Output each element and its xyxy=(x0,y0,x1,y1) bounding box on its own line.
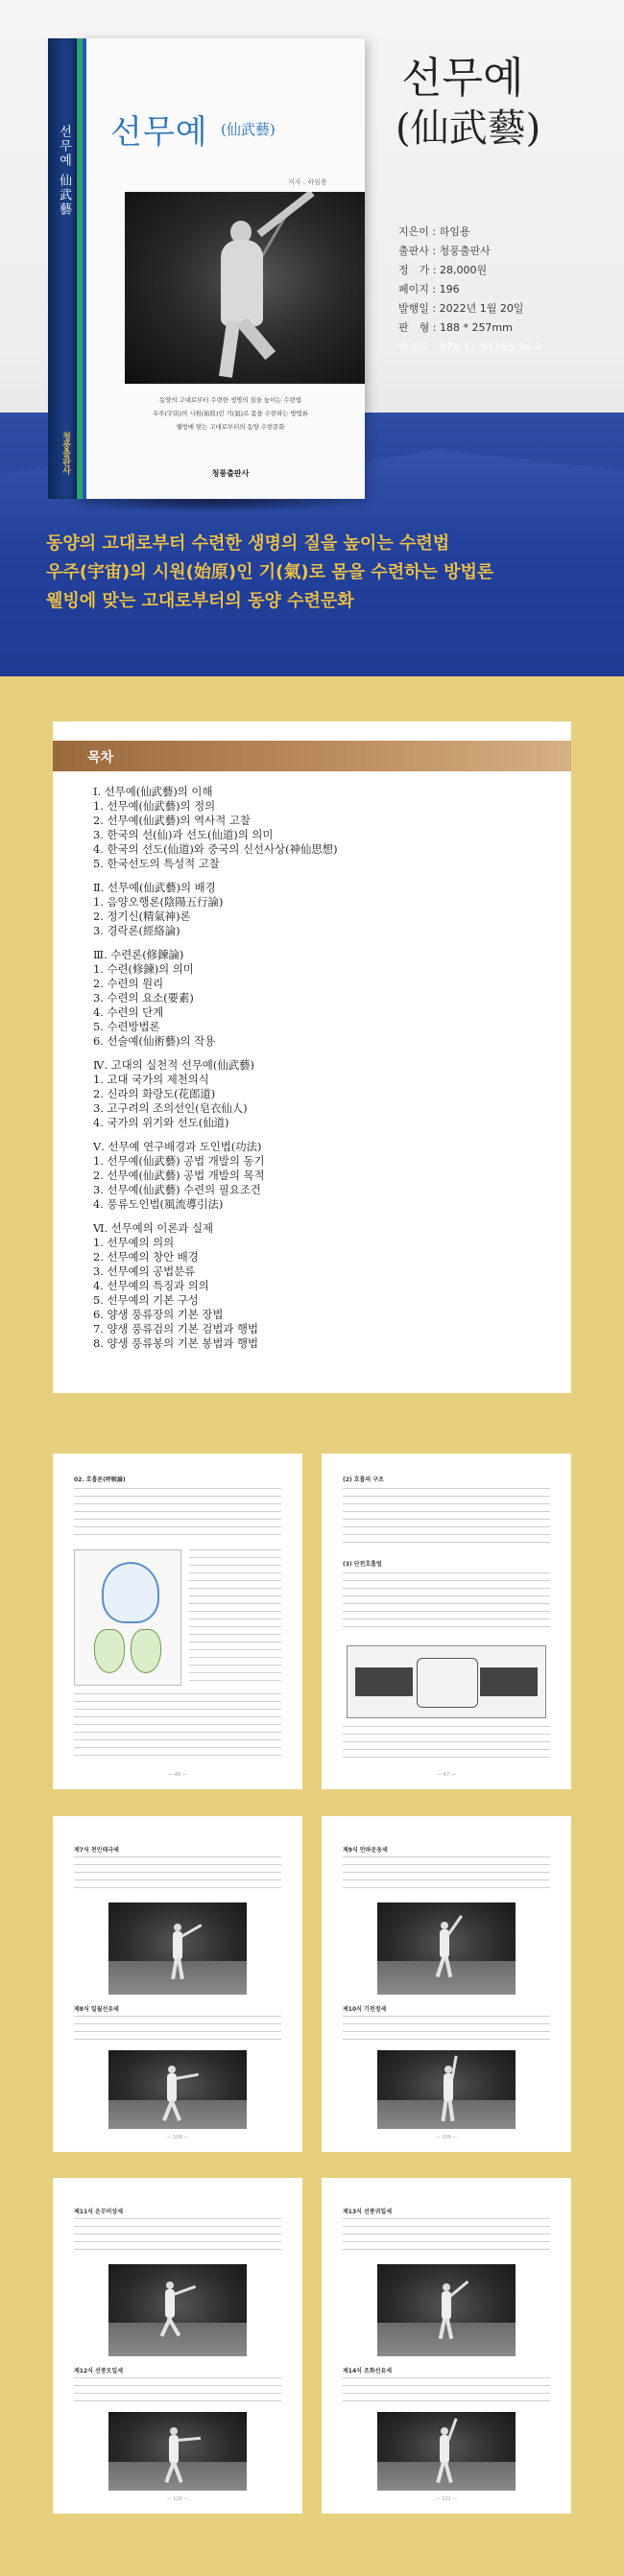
toc-card xyxy=(53,721,571,1393)
practice-photo xyxy=(108,2050,247,2129)
practice-photo xyxy=(108,2264,247,2356)
page-title: 제13식 선풍귀일세 xyxy=(343,2209,393,2215)
toc-item: 4. 풍류도인법(風流導引法) xyxy=(93,1197,224,1211)
practice-photo xyxy=(108,2412,247,2491)
sample-spread xyxy=(53,1453,571,1789)
toc-item: 3. 선무예의 공법분류 xyxy=(93,1264,196,1278)
figure-arm xyxy=(178,2437,201,2442)
toc-section-title: Ⅲ. 수련론(修鍊論) xyxy=(93,948,184,961)
book-cover-image xyxy=(48,38,365,499)
page-number: — 109 — xyxy=(435,2135,458,2140)
toc-section-title: Ⅳ. 고대의 실천적 선무예(仙武藝) xyxy=(93,1058,254,1072)
practice-photo xyxy=(377,2264,516,2356)
page-number: — 47 — xyxy=(437,1772,456,1778)
toc-section xyxy=(93,1221,535,1351)
toc-header-bar xyxy=(53,741,571,771)
toc-item: 2. 선무예의 창안 배경 xyxy=(93,1250,199,1264)
toc-item: 3. 선무예(仙武藝) 수련의 필요조건 xyxy=(93,1183,261,1196)
page-subtitle: 제8식 일월선유세 xyxy=(74,2006,119,2013)
figure-leg xyxy=(219,320,240,377)
page-text-block xyxy=(189,1549,281,1684)
info-publisher: 출판사 : 청풍출판사 xyxy=(398,245,491,257)
page-text-block xyxy=(74,2218,281,2257)
toc-section-title: Ⅰ. 선무예(仙武藝)의 이해 xyxy=(93,785,213,798)
toc-item: 1. 고대 국가의 제천의식 xyxy=(93,1073,209,1086)
page-subtitle: 제14식 조화선유세 xyxy=(343,2368,393,2375)
toc-item: 4. 한국의 선도(仙道)와 중국의 신선사상(神仙思想) xyxy=(93,842,338,856)
page-text-block xyxy=(343,2016,550,2046)
cover-description-line: 웰빙에 맞는 고대로부터의 동양 수련문화 xyxy=(176,423,285,431)
toc-item: 1. 선무예(仙武藝)의 정의 xyxy=(93,799,216,813)
figure-head xyxy=(170,2427,178,2435)
cover-title-hanja: (仙武藝) xyxy=(221,121,276,138)
figure-arm xyxy=(180,1924,202,1938)
toc-item: 1. 음양오행론(陰陽五行論) xyxy=(93,895,224,909)
cover-description xyxy=(106,393,355,434)
toc-item: 2. 정기신(精氣神)론 xyxy=(93,910,191,923)
cover-author: 저자 : 하임용 xyxy=(288,178,327,186)
figure-arm xyxy=(447,1915,463,1935)
tagline-list xyxy=(46,530,493,616)
toc-item: 5. 한국선도의 특성적 고찰 xyxy=(93,857,220,870)
toc-section xyxy=(93,1140,535,1212)
toc-section-title: Ⅱ. 선무예(仙武藝)의 배경 xyxy=(93,881,216,894)
page-title: 제11식 운무비상세 xyxy=(74,2209,124,2215)
toc-item: 5. 수련방법론 xyxy=(93,1020,160,1033)
page-text-block xyxy=(343,2377,550,2408)
book-title-hanja: (仙武藝) xyxy=(396,106,541,151)
figure-arm xyxy=(447,2418,458,2441)
page-number: — 121 — xyxy=(435,2496,458,2502)
toc-item: 5. 선무예의 기본 구성 xyxy=(93,1293,199,1307)
page-title: (2) 호흡의 구조 xyxy=(343,1477,384,1483)
cover-title: 선무예 xyxy=(110,113,208,152)
tagline-line: 우주(宇宙)의 시원(始原)인 기(氣)로 몸을 수련하는 방법론 xyxy=(46,562,494,582)
page-text-block xyxy=(343,1856,550,1895)
page-title: 제7식 천인태극세 xyxy=(74,1847,119,1854)
toc-item: 3. 고구려의 조의선인(皂衣仙人) xyxy=(93,1101,248,1115)
page-text-block xyxy=(343,2218,550,2257)
figure-body xyxy=(221,240,263,326)
tagline-line: 동양의 고대로부터 수련한 생명의 질을 높이는 수련법 xyxy=(46,533,450,554)
figure-head xyxy=(166,2281,174,2289)
sample-page-right xyxy=(322,2178,571,2514)
figure-head xyxy=(441,1922,448,1929)
toc-item: 3. 경락론(經絡論) xyxy=(93,924,180,937)
toc-section xyxy=(93,785,535,871)
toc-section-title: Ⅵ. 선무예의 이론과 실제 xyxy=(93,1221,213,1235)
spine-title: 선무예 仙武藝 xyxy=(57,125,71,218)
page-subtitle: 제12식 선풍모일세 xyxy=(74,2368,124,2375)
sample-page-right xyxy=(322,1453,571,1789)
toc-section xyxy=(93,881,535,938)
practice-photo xyxy=(377,2412,516,2491)
toc-item: 2. 선무예(仙武藝) 공법 개발의 목적 xyxy=(93,1169,265,1182)
toc-item: 4. 국가의 위기와 선도(仙道) xyxy=(93,1116,229,1129)
toc-item: 2. 신라의 화랑도(花郎道) xyxy=(93,1087,216,1100)
book-front-cover xyxy=(77,38,365,499)
sample-page-left xyxy=(53,1453,302,1789)
page-title: 제9식 만파운동세 xyxy=(343,1847,388,1854)
page-number: — 120 — xyxy=(166,2496,189,2502)
respiratory-diagram xyxy=(74,1549,181,1686)
breathing-schema xyxy=(347,1645,546,1718)
page-subtitle: (3) 단전호흡법 xyxy=(343,1561,382,1568)
page-subtitle: 제10식 기천정세 xyxy=(343,2006,387,2013)
toc-item: 6. 선술예(仙術藝)의 작용 xyxy=(93,1034,216,1048)
page-text-block xyxy=(74,1488,281,1542)
practice-photo xyxy=(377,2050,516,2129)
info-date: 발행일 : 2022년 1월 20일 xyxy=(398,302,524,315)
tagline-line: 웰빙에 맞는 고대로부터의 동양 수련문화 xyxy=(46,591,354,611)
cover-photo xyxy=(125,192,365,384)
info-author: 지은이 : 하임용 xyxy=(398,225,470,238)
toc-item: 6. 양생 풍류장의 기본 장법 xyxy=(93,1308,224,1321)
sample-page-left xyxy=(53,2178,302,2514)
info-pages: 페이지 : 196 xyxy=(398,283,460,295)
toc-item: 3. 수련의 요소(要素) xyxy=(93,991,194,1004)
toc-item: 1. 선무예의 의의 xyxy=(93,1236,175,1249)
toc-item: 7. 양생 풍류검의 기본 검법과 행법 xyxy=(93,1322,259,1335)
page-text-block xyxy=(343,1488,550,1549)
diagram-lung xyxy=(131,1629,161,1673)
schema-link xyxy=(417,1658,478,1708)
book-title: 선무예 xyxy=(401,54,524,103)
toc-item: 2. 선무예(仙武藝)의 역사적 고찰 xyxy=(93,814,251,827)
page-text-block xyxy=(343,1726,550,1764)
toc-item: 8. 양생 풍류봉의 기본 봉법과 행법 xyxy=(93,1336,259,1350)
page-text-block xyxy=(74,1693,281,1762)
page-text-block xyxy=(74,2377,281,2408)
figure-arm xyxy=(173,2285,196,2296)
sample-spread xyxy=(53,2178,571,2514)
practice-photo xyxy=(377,1902,516,1995)
figure-arm xyxy=(176,2073,199,2080)
book-hero xyxy=(0,0,624,676)
cover-description-line: 동양의 고대로부터 수련한 생명의 질을 높이는 수련법 xyxy=(158,396,301,404)
page-text-block xyxy=(74,1856,281,1895)
page-number: — 46 — xyxy=(168,1772,187,1778)
spine-publisher: 청풍출판사 xyxy=(60,432,70,475)
page-text-block xyxy=(74,2016,281,2046)
toc-item: 1. 선무예(仙武藝) 공법 개발의 동기 xyxy=(93,1154,265,1168)
sample-page-right xyxy=(322,1816,571,2152)
figure-arm xyxy=(257,192,315,237)
toc-body xyxy=(93,785,535,1360)
diagram-head xyxy=(102,1562,159,1623)
info-barcode: 바코드 : 979-11-91163-54-4 xyxy=(398,341,542,353)
page-number: — 108 — xyxy=(166,2135,189,2140)
toc-item: 2. 수련의 원리 xyxy=(93,977,164,990)
info-price: 정 가 : 28,000원 xyxy=(398,264,488,276)
toc-item: 3. 한국의 선(仙)과 선도(仙道)의 의미 xyxy=(93,828,274,841)
toc-section xyxy=(93,948,535,1049)
cover-publisher: 청풍출판사 xyxy=(211,469,250,478)
toc-item: 4. 수련의 단계 xyxy=(93,1005,164,1019)
figure-head xyxy=(443,2283,450,2291)
toc-section xyxy=(93,1058,535,1130)
toc-item: 1. 수련(修鍊)의 의미 xyxy=(93,962,194,976)
practice-photo xyxy=(108,1902,247,1995)
figure-head xyxy=(441,2427,448,2435)
cover-description-line: 우주(宇宙)의 시원(始原)인 기(氣)로 몸을 수련하는 방법론 xyxy=(152,410,308,417)
toc-item: 4. 선무예의 특징과 의의 xyxy=(93,1279,209,1292)
schema-box xyxy=(355,1667,413,1696)
figure-head xyxy=(174,1924,181,1931)
figure-arm xyxy=(451,2056,458,2079)
page-title: 02. 호흡론(呼吸論) xyxy=(74,1477,126,1483)
cover-stripe-blue xyxy=(83,38,86,499)
photo-floor xyxy=(108,2323,247,2356)
figure-arm xyxy=(449,2281,468,2298)
schema-box xyxy=(480,1667,538,1696)
book-spine xyxy=(48,38,77,499)
book-info-list xyxy=(398,223,541,357)
info-size: 판 형 : 188 * 257mm xyxy=(398,321,513,334)
toc-section-title: Ⅴ. 선무예 연구배경과 도인법(功法) xyxy=(93,1140,262,1153)
diagram-lung xyxy=(94,1629,125,1673)
figure-head xyxy=(168,2066,176,2073)
sample-spread xyxy=(53,1816,571,2152)
sample-page-left xyxy=(53,1816,302,2152)
toc-heading: 목차 xyxy=(87,750,114,766)
page-text-block xyxy=(343,1572,550,1634)
